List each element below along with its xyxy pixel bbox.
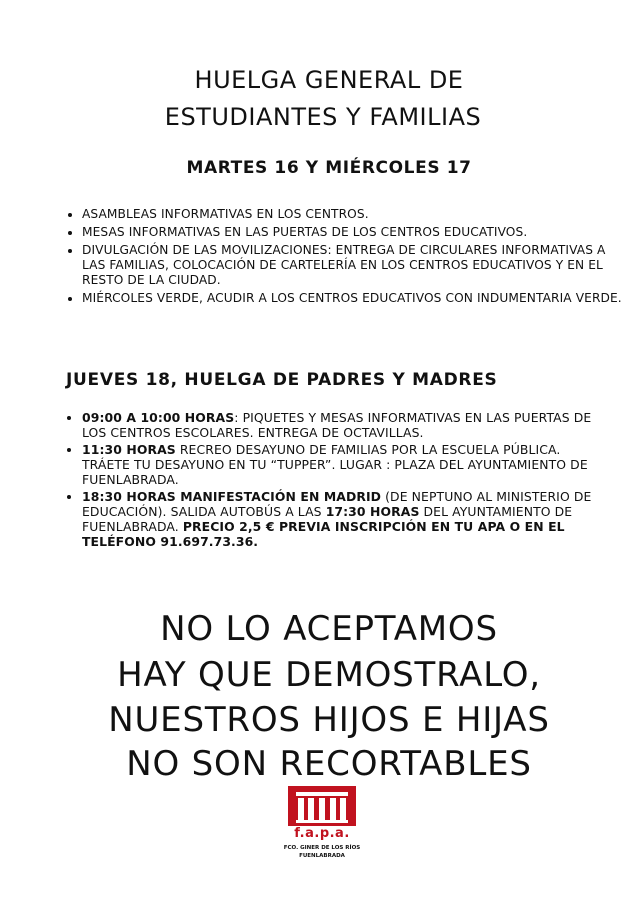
list-item: • MESAS INFORMATIVAS EN LAS PUERTAS DE LOS CENTROS EDUCATIVOS.: [82, 225, 622, 240]
list-item: [82, 442, 612, 487]
item-text: DEL AYUNTAMIENTO DE FUENLABRADA.: [82, 504, 573, 534]
fapa-logo: [262, 786, 382, 876]
list-item: • ASAMBLEAS INFORMATIVAS EN LOS CENTROS.: [82, 207, 622, 222]
logo-city: FUENLABRADA: [299, 853, 345, 859]
list-item: [82, 489, 612, 549]
activities-list: [60, 207, 622, 309]
title-line-1: HUELGA GENERAL DE: [194, 66, 464, 94]
item-text: RECREO DESAYUNO DE FAMILIAS POR LA ESCUELA PÚBLICA. TRÁETE TU DESAYUNO EN TU “TUPPER”. LUGAR : PLAZA DEL AYUNTAMIENTO DE FUENLABRADA.: [82, 442, 588, 487]
price-info: PRECIO 2,5 € PREVIA INSCRIPCIÓN EN TU APA O EN EL TELÉFONO 91.697.73.36.: [82, 519, 565, 549]
closing-line-3: NUESTROS HIJOS E HIJAS: [108, 700, 550, 740]
list-item: [82, 410, 612, 440]
list-item: • DIVULGACIÓN DE LAS MOVILIZACIONES: ENTREGA DE CIRCULARES INFORMATIVAS A LAS FAMILIAS, COLOCACIÓN DE CARTELERÍA EN LOS CENTROS EDUCATIVOS Y EN EL RESTO DE LA CIUDAD.: [82, 243, 622, 288]
item-text: (DE NEPTUNO AL MINISTERIO DE EDUCACIÓN). SALIDA AUTOBÚS A LAS: [82, 489, 592, 519]
title-line-2: ESTUDIANTES Y FAMILIAS: [164, 103, 482, 131]
time-label: 11:30 HORAS: [82, 442, 176, 457]
closing-line-4: NO SON RECORTABLES: [126, 744, 532, 784]
time-label: 18:30 HORAS MANIFESTACIÓN EN MADRID: [82, 489, 382, 504]
list-item: • MIÉRCOLES VERDE, ACUDIR A LOS CENTROS EDUCATIVOS CON INDUMENTARIA VERDE.: [82, 291, 622, 306]
closing-line-2: HAY QUE DEMOSTRALO,: [117, 655, 541, 695]
departure-time: 17:30 HORAS: [325, 504, 420, 519]
item-text: : PIQUETES Y MESAS INFORMATIVAS EN LAS PUERTAS DE LOS CENTROS ESCOLARES. ENTREGA DE OCTAVILLAS.: [82, 410, 592, 440]
section-heading-thursday: JUEVES 18, HUELGA DE PADRES Y MADRES: [66, 370, 498, 390]
schedule-list: [60, 410, 612, 551]
subtitle-dates: MARTES 16 Y MIÉRCOLES 17: [186, 158, 472, 178]
closing-line-1: NO LO ACEPTAMOS: [160, 609, 498, 649]
building-columns-icon: [288, 786, 356, 826]
logo-name: f.a.p.a.: [294, 826, 350, 841]
logo-subtitle: FCO. GINER DE LOS RÍOS: [283, 845, 361, 851]
time-label: 09:00 A 10:00 HORAS: [82, 410, 235, 425]
